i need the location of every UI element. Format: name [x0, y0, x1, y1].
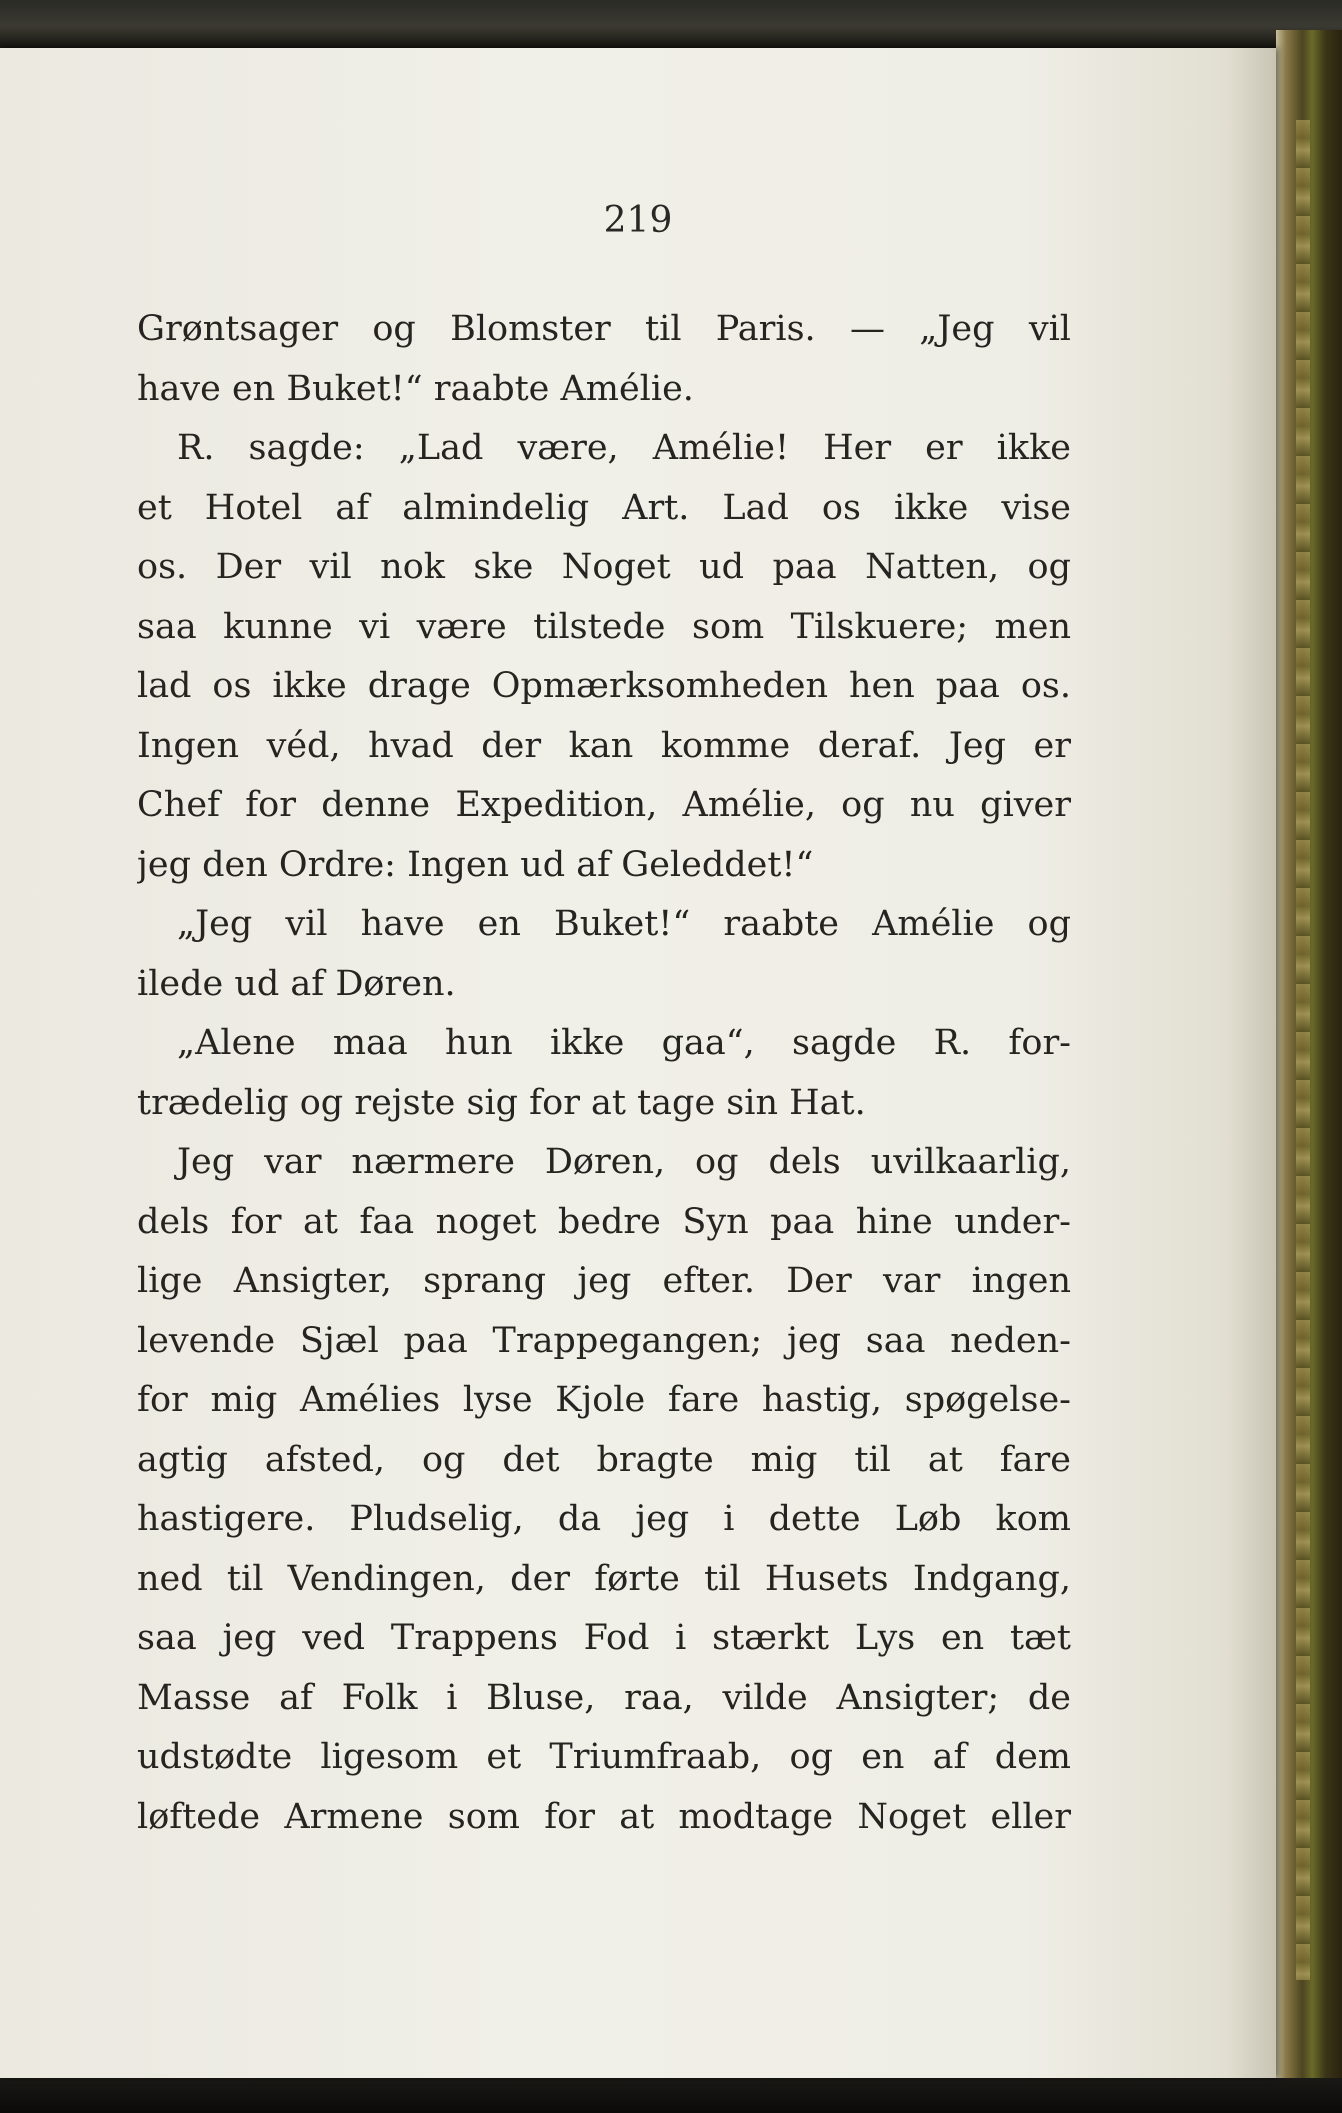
text-line: ned til Vendingen, der førte til Husets Indgang, [137, 1558, 1071, 1599]
text-line: have en Buket!“ raabte Amélie. [137, 368, 694, 409]
text-line: hastigere. Pludselig, da jeg i dette Løb kom [137, 1499, 1071, 1539]
spine-marbling [1296, 120, 1310, 1980]
book-bottom-edge [0, 2078, 1342, 2113]
text-line: løftede Armene som for at modtage Noget eller [137, 1796, 1071, 1837]
text-line: „Jeg vil have en Buket!“ raabte Amélie og [177, 904, 1071, 944]
text-line: agtig afsted, og det bragte mig til at fare [137, 1439, 1071, 1480]
text-line: os. Der vil nok ske Noget ud paa Natten, og [137, 547, 1071, 587]
text-line: saa jeg ved Trappens Fod i stærkt Lys en tæt [137, 1618, 1071, 1658]
text-line: udstødte ligesom et Triumfraab, og en af dem [137, 1737, 1071, 1777]
body-text [137, 300, 1071, 1847]
text-line: Masse af Folk i Bluse, raa, vilde Ansigter; de [137, 1677, 1071, 1718]
text-line: R. sagde: „Lad være, Amélie! Her er ikke [177, 428, 1071, 468]
text-line: „Alene maa hun ikke gaa“, sagde R. for- [177, 1023, 1071, 1063]
page-number: 219 [603, 200, 673, 241]
text-line: et Hotel af almindelig Art. Lad os ikke vise [137, 487, 1071, 528]
text-line: Ingen véd, hvad der kan komme deraf. Jeg er [137, 725, 1071, 766]
text-line: ilede ud af Døren. [137, 963, 456, 1004]
text-line: jeg den Ordre: Ingen ud af Geleddet!“ [137, 844, 814, 885]
book-top-edge [0, 0, 1342, 48]
text-line: lige Ansigter, sprang jeg efter. Der var ingen [137, 1261, 1071, 1301]
text-line: dels for at faa noget bedre Syn paa hine under- [137, 1201, 1071, 1242]
text-line: trædelig og rejste sig for at tage sin Hat. [137, 1082, 866, 1123]
text-line: Jeg var nærmere Døren, og dels uvilkaarlig, [177, 1142, 1071, 1182]
text-line: levende Sjæl paa Trappegangen; jeg saa neden- [137, 1320, 1071, 1361]
text-line: saa kunne vi være tilstede som Tilskuere; men [137, 606, 1071, 647]
text-line: Chef for denne Expedition, Amélie, og nu giver [137, 785, 1071, 825]
text-line: lad os ikke drage Opmærksomheden hen paa os. [137, 666, 1071, 706]
text-line: for mig Amélies lyse Kjole fare hastig, spøgelse- [137, 1380, 1071, 1420]
text-line: Grøntsager og Blomster til Paris. — „Jeg vil [137, 309, 1071, 349]
